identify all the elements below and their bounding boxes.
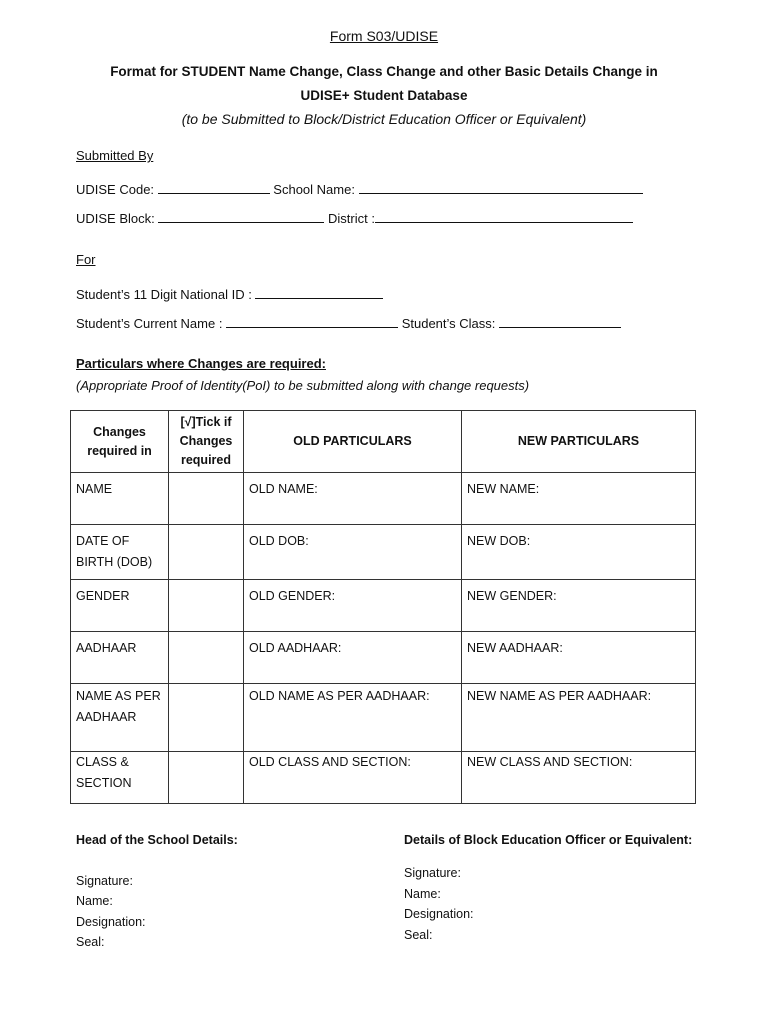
old-value-name-as-per-aadhaar[interactable]: OLD NAME AS PER AADHAAR:: [244, 684, 462, 752]
new-value-aadhaar[interactable]: NEW AADHAAR:: [462, 632, 696, 684]
udise-block-label: UDISE Block:: [76, 211, 155, 226]
old-value-class-section[interactable]: OLD CLASS AND SECTION:: [244, 752, 462, 804]
udise-code-label: UDISE Code:: [76, 182, 155, 197]
old-value-dob[interactable]: OLD DOB:: [244, 525, 462, 580]
tick-cell-class-section[interactable]: [169, 752, 244, 804]
changes-table: [70, 410, 696, 804]
table-row: [71, 684, 696, 752]
table-row: [71, 580, 696, 632]
form-code: Form S03/UDISE: [329, 28, 439, 44]
current-name-row: [76, 315, 621, 331]
table-row: [71, 473, 696, 525]
row-field-dob: DATE OF BIRTH (DOB): [71, 525, 169, 580]
new-value-class-section[interactable]: NEW CLASS AND SECTION:: [462, 752, 696, 804]
row-field-aadhaar: AADHAAR: [71, 632, 169, 684]
old-value-gender[interactable]: OLD GENDER:: [244, 580, 462, 632]
new-value-name[interactable]: NEW NAME:: [462, 473, 696, 525]
beo-signature-field[interactable]: Signature:: [404, 866, 461, 880]
header-tick-if-changes: [√]Tick if Changes required: [169, 411, 244, 473]
new-value-gender[interactable]: NEW GENDER:: [462, 580, 696, 632]
beo-designation-field[interactable]: Designation:: [404, 907, 474, 921]
udise-block-row: [76, 210, 633, 226]
row-field-class-section: CLASS & SECTION: [71, 752, 169, 804]
row-field-gender: GENDER: [71, 580, 169, 632]
national-id-label: Student’s 11 Digit National ID :: [76, 287, 252, 302]
header-old-particulars: OLD PARTICULARS: [244, 411, 462, 473]
form-title-line2: UDISE+ Student Database: [300, 88, 468, 103]
old-value-name[interactable]: OLD NAME:: [244, 473, 462, 525]
particulars-note: (Appropriate Proof of Identity(PoI) to be submitted along with change requests): [76, 378, 530, 393]
old-value-aadhaar[interactable]: OLD AADHAAR:: [244, 632, 462, 684]
school-name-input[interactable]: [359, 181, 643, 194]
current-name-label: Student’s Current Name :: [76, 316, 223, 331]
udise-code-input[interactable]: [158, 181, 270, 194]
table-row: [71, 632, 696, 684]
submitted-by-heading: Submitted By: [76, 148, 154, 163]
head-of-school-heading: Head of the School Details:: [76, 833, 238, 847]
new-value-name-as-per-aadhaar[interactable]: NEW NAME AS PER AADHAAR:: [462, 684, 696, 752]
national-id-row: [76, 286, 383, 302]
national-id-input[interactable]: [255, 286, 383, 299]
school-name-label: School Name:: [273, 182, 355, 197]
table-row: [71, 525, 696, 580]
tick-cell-gender[interactable]: [169, 580, 244, 632]
udise-code-row: [76, 181, 643, 197]
table-row: [71, 752, 696, 804]
hos-designation-field[interactable]: Designation:: [76, 915, 146, 929]
tick-cell-name-as-per-aadhaar[interactable]: [169, 684, 244, 752]
beo-seal-field[interactable]: Seal:: [404, 928, 433, 942]
block-officer-heading: Details of Block Education Officer or Equivalent:: [404, 833, 693, 847]
table-header-row: [71, 411, 696, 473]
student-class-input[interactable]: [499, 315, 621, 328]
header-changes-required-in: Changes required in: [71, 411, 169, 473]
hos-seal-field[interactable]: Seal:: [76, 935, 105, 949]
hos-name-field[interactable]: Name:: [76, 894, 113, 908]
udise-block-input[interactable]: [158, 210, 324, 223]
header-new-particulars: NEW PARTICULARS: [462, 411, 696, 473]
row-field-name: NAME: [71, 473, 169, 525]
form-title-line1: Format for STUDENT Name Change, Class Change and other Basic Details Change in: [110, 64, 658, 79]
hos-signature-field[interactable]: Signature:: [76, 874, 133, 888]
district-label: District :: [328, 211, 375, 226]
form-subtitle: (to be Submitted to Block/District Education Officer or Equivalent): [181, 111, 587, 127]
new-value-dob[interactable]: NEW DOB:: [462, 525, 696, 580]
beo-name-field[interactable]: Name:: [404, 887, 441, 901]
tick-cell-dob[interactable]: [169, 525, 244, 580]
row-field-name-as-per-aadhaar: NAME AS PER AADHAAR: [71, 684, 169, 752]
student-class-label: Student’s Class:: [401, 316, 496, 331]
for-heading: For: [76, 252, 96, 267]
district-input[interactable]: [375, 210, 633, 223]
particulars-heading: Particulars where Changes are required:: [76, 356, 326, 371]
tick-cell-name[interactable]: [169, 473, 244, 525]
tick-cell-aadhaar[interactable]: [169, 632, 244, 684]
current-name-input[interactable]: [226, 315, 398, 328]
